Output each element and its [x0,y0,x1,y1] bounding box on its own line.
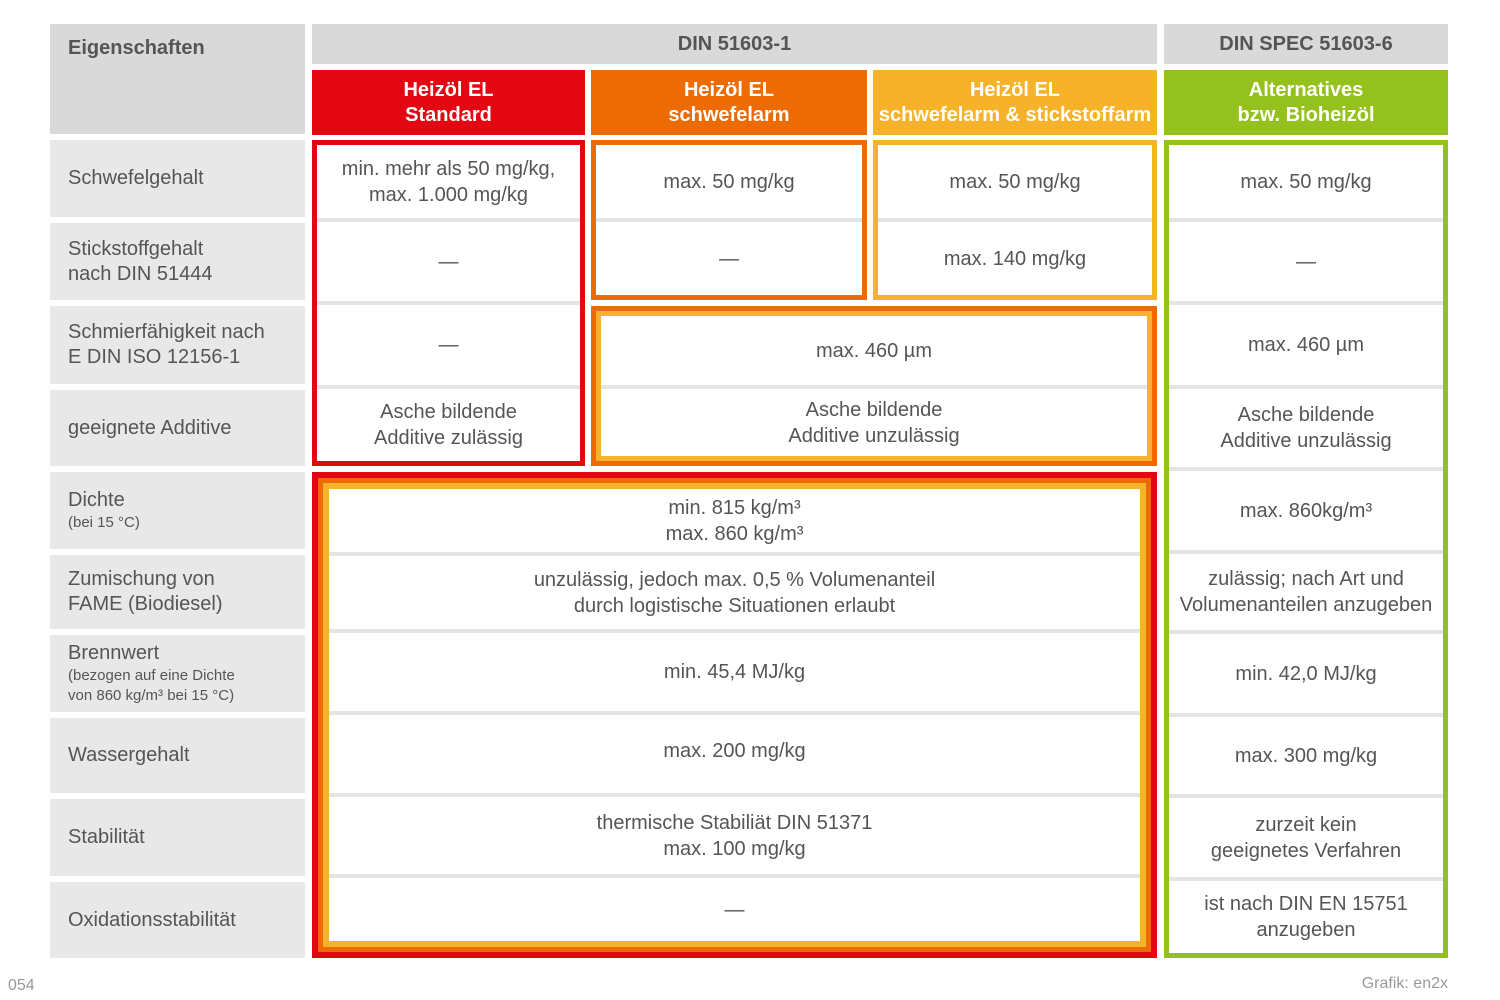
row-label-subtext: von 860 kg/m³ bei 15 °C) [68,687,235,704]
cell-text: zurzeit kein [1255,813,1357,836]
shared-brennwert-cell [329,633,1140,711]
row-label-wassergehalt [50,718,305,793]
row-label-text: Schmierfähigkeit nach [68,321,265,343]
column-header-line2: schwefelarm & stickstoffarm [878,103,1152,126]
row-label-text: Stickstoffgehalt [68,237,204,260]
cell-text: min. 42,0 MJ/kg [1235,662,1377,685]
row-label-fame [50,555,305,629]
bio-dichte-cell [1169,471,1443,550]
bio-stickstoff-cell [1169,222,1443,301]
standard-schwefel-cell [317,145,580,218]
cell-text: max. 50 mg/kg [663,170,795,193]
schwefelarm-schwefel-cell [596,145,862,218]
column-header-line1: Heizöl EL [683,78,774,101]
bio-schmier-cell [1169,305,1443,385]
spec-group-label: DIN SPEC 51603-6 [1219,32,1393,55]
bio-fame-cell [1169,554,1443,630]
column-header-line2: Standard [405,103,492,126]
column-header-bio [1164,70,1448,135]
bio-oxidation-cell [1169,881,1443,953]
bio-wasser-cell [1169,717,1443,794]
cell-text: max. 460 µm [815,339,932,362]
row-label-stickstoffgehalt [50,223,305,300]
cell-text: max. 140 mg/kg [943,247,1087,270]
row-label-schmierfaehigkeit [50,306,305,384]
shared-fame-cell [329,556,1140,629]
row-label-text: Stabilität [68,826,145,848]
cell-text: max. 100 mg/kg [663,837,806,860]
eigenschaften-label: Eigenschaften [68,37,205,59]
standard-additive-cell [317,389,580,461]
row-label-stabilitaet [50,799,305,876]
cell-text: min. 815 kg/m³ [668,496,801,519]
row-label-text: Oxidationsstabilität [68,908,236,931]
cell-text: Volumenanteilen anzugeben [1179,594,1433,616]
shared-low-additive-cell [601,389,1147,456]
cell-text: Asche bildende [1237,404,1375,426]
cell-text: Additive unzulässig [1220,430,1392,452]
cell-text: — [438,334,459,356]
column-header-line1: Heizöl EL [403,78,494,101]
column-header-stickstoffarm [873,70,1157,135]
shared-oxidation-cell [329,878,1140,941]
cell-text: max. 860 kg/m³ [665,522,804,545]
cell-text: — [1296,250,1316,273]
row-label-text: FAME (Biodiesel) [68,593,223,615]
cell-text: Additive unzulässig [788,424,960,447]
row-label-additive [50,390,305,466]
cell-text: unzulässig, jedoch max. 0,5 % Volumenanteil [533,568,936,591]
row-label-text: E DIN ISO 12156-1 [68,346,241,368]
bio-schwefel-cell [1169,145,1443,218]
cell-text: — [724,898,745,921]
row-label-text: geeignete Additive [68,416,232,439]
column-header-line2: schwefelarm [668,103,790,126]
row-label-subtext: (bei 15 °C) [68,514,140,531]
stickstoffarm-schwefel-cell [878,145,1152,218]
header-eigenschaften [50,24,305,134]
header-din-group [312,24,1157,64]
cell-text: anzugeben [1256,919,1356,941]
cell-text: max. 200 mg/kg [663,740,806,762]
cell-text: max. 460 µm [1247,334,1364,356]
cell-text: zulässig; nach Art und [1208,568,1404,590]
row-label-dichte [50,472,305,549]
cell-text: ist nach DIN EN 15751 [1204,893,1408,915]
bio-brennwert-cell [1169,634,1443,713]
cell-text: min. mehr als 50 mg/kg, [341,157,556,180]
column-header-schwefelarm [591,70,867,135]
shared-dichte-cell [329,489,1140,552]
cell-text: max. 50 mg/kg [1240,170,1372,193]
cell-text: Additive zulässig [374,427,523,449]
cell-text: durch logistische Situationen erlaubt [573,594,896,617]
cell-text: max. 300 mg/kg [1234,744,1378,767]
bio-stabilitaet-cell [1169,798,1443,877]
column-header-line2: bzw. Bioheizöl [1237,103,1375,126]
cell-text: max. 860kg/m³ [1239,499,1373,522]
row-label-brennwert [50,635,305,712]
cell-text: thermische Stabiliät DIN 51371 [596,811,873,834]
cell-text: — [719,247,739,270]
cell-text: Asche bildende [380,401,517,423]
row-label-text: nach DIN 51444 [68,262,213,285]
row-label-text: Dichte [68,489,125,511]
shared-wasser-cell [329,715,1140,787]
schwefelarm-stickstoff-cell [596,222,862,295]
cell-text: max. 1.000 mg/kg [369,183,528,206]
cell-text: min. 45,4 MJ/kg [663,661,806,683]
cell-text: max. 50 mg/kg [949,170,1081,193]
graphic-credit: Grafik: en2x [1361,975,1448,992]
standard-schmier-cell [317,305,580,385]
page-number: 054 [8,977,35,994]
row-label-text: Zumischung von [68,568,215,590]
row-label-text: Schwefelgehalt [68,167,204,189]
row-label-oxidationsstabilitaet [50,882,305,958]
bio-additive-cell [1169,389,1443,467]
row-label-schwefelgehalt [50,140,305,217]
row-label-subtext: (bezogen auf eine Dichte [68,667,235,684]
cell-text: Asche bildende [805,398,943,421]
row-label-text: Brennwert [68,642,160,664]
header-spec-group [1164,24,1448,64]
column-header-line1: Alternatives [1248,78,1364,101]
row-label-text: Wassergehalt [68,744,190,766]
standard-stickstoff-cell [317,222,580,301]
column-header-standard [312,70,585,135]
stickstoffarm-stickstoff-cell [878,222,1152,295]
column-header-line1: Heizöl EL [969,78,1060,101]
shared-stabilitaet-cell [329,797,1140,874]
din-group-label: DIN 51603-1 [677,32,792,55]
cell-text: geeignetes Verfahren [1210,839,1402,862]
shared-low-schmier-cell [601,316,1147,385]
cell-text: — [438,250,459,273]
